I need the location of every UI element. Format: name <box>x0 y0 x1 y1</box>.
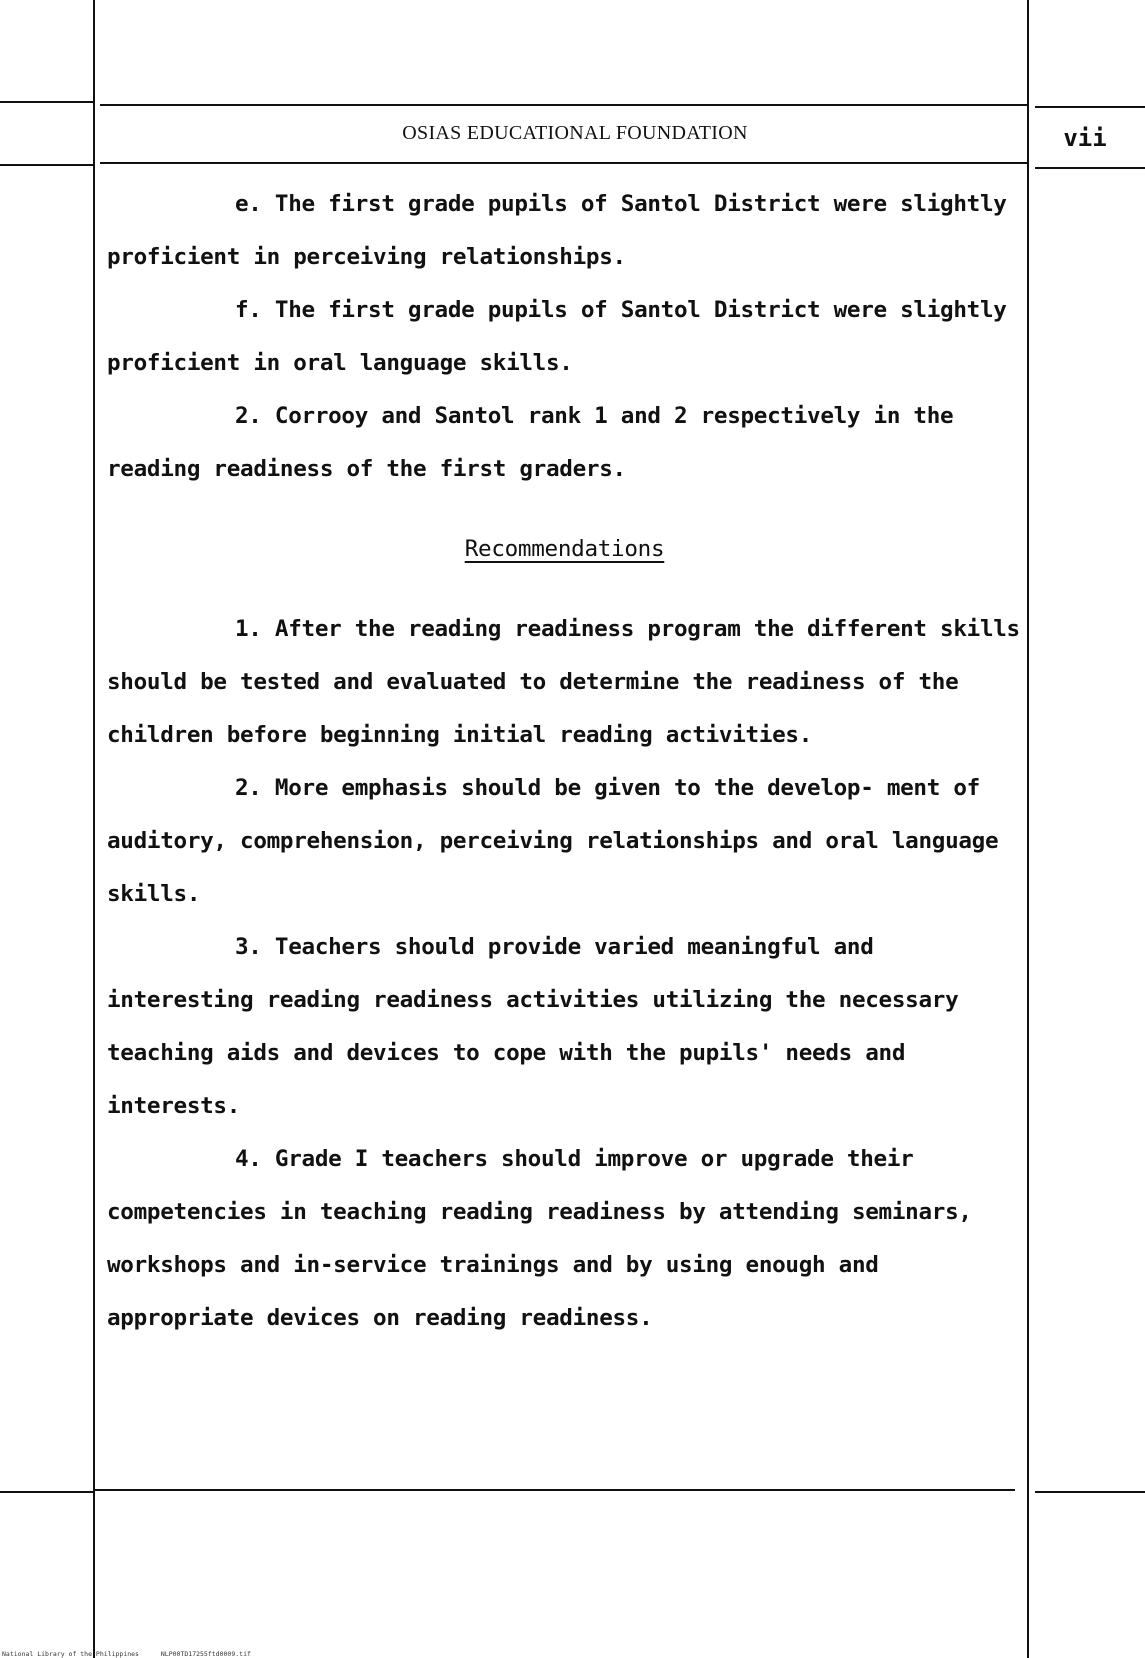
recommendation-2: 2. More emphasis should be given to the develop- ment of auditory, comprehension, perceiving relationships and oral language skills. <box>107 775 999 907</box>
footer-rule <box>95 1489 1015 1491</box>
recommendations-heading-text: Recommendations <box>464 536 665 562</box>
recommendation-4: 4. Grade I teachers should improve or upgrade their competencies in teaching reading readiness by attending seminars, workshops and in-service trainings and by using enough and appropriate devices on reading readiness. <box>107 1146 972 1331</box>
conclusion-paragraph-f: f. The first grade pupils of Santol District were slightly proficient in oral language skills. <box>107 297 1007 376</box>
header-top-rule-right <box>1035 106 1145 108</box>
header-bottom-rule-left <box>0 164 93 166</box>
page-body <box>107 178 1022 1345</box>
recommendation-3: 3. Teachers should provide varied meaningful and interesting reading readiness activities utilizing the necessary teaching aids and devices to cope with the pupils' needs and interests. <box>107 934 959 1119</box>
right-margin-rule <box>1027 0 1029 1658</box>
recommendations-heading <box>107 523 1022 576</box>
scan-caption <box>2 1650 269 1658</box>
footer-rule-right <box>1035 1491 1145 1493</box>
library-name: National Library of the Philippines <box>2 1650 139 1658</box>
running-header-title: OSIAS EDUCATIONAL FOUNDATION <box>402 122 748 144</box>
conclusion-paragraph-e: e. The first grade pupils of Santol District were slightly proficient in perceiving relationships. <box>107 191 1007 270</box>
header-bottom-rule <box>100 162 1027 164</box>
page-number: vii <box>1063 124 1107 152</box>
file-id: NLP00TD17255ftd0009.tif <box>160 1650 251 1658</box>
header-top-rule-left <box>0 101 93 103</box>
header-top-rule <box>100 104 1027 106</box>
recommendation-1: 1. After the reading readiness program the different skills should be tested and evaluated to determine the readiness of the children before beginning initial reading activities. <box>107 616 1020 748</box>
left-margin-rule <box>93 0 95 1658</box>
footer-rule-left <box>0 1491 93 1493</box>
conclusion-paragraph-2: 2. Corrooy and Santol rank 1 and 2 respectively in the reading readiness of the first graders. <box>107 403 954 482</box>
header-bottom-rule-right <box>1035 167 1145 169</box>
